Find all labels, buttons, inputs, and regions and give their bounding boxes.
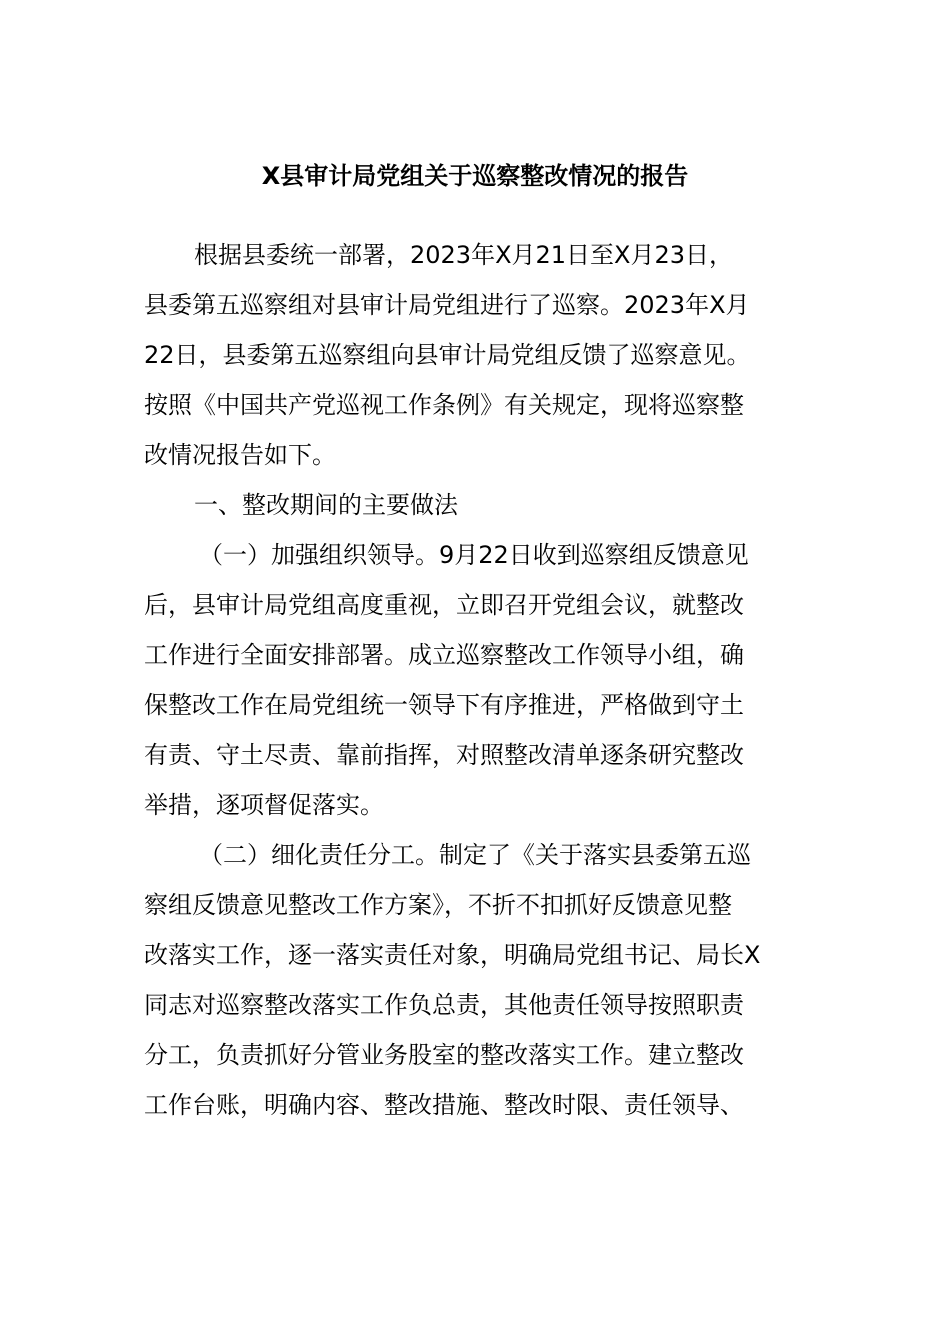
paragraph-line: 改落实工作，逐一落实责任对象，明确局党组书记、局长X — [144, 941, 761, 969]
paragraph-line: 22日，县委第五巡察组向县审计局党组反馈了巡察意见。 — [144, 341, 751, 369]
paragraph-line: 工作进行全面安排部署。成立巡察整改工作领导小组，确 — [144, 641, 744, 669]
paragraph-line: 后，县审计局党组高度重视，立即召开党组会议，就整改 — [144, 591, 744, 619]
subsection-line: （一）加强组织领导。9月22日收到巡察组反馈意见 — [199, 541, 749, 569]
paragraph-line: 察组反馈意见整改工作方案》，不折不扣抓好反馈意见整 — [144, 891, 732, 919]
paragraph-line: 举措，逐项督促落实。 — [144, 791, 384, 819]
section-heading: 一、整改期间的主要做法 — [194, 491, 458, 519]
subsection-line: （二）细化责任分工。制定了《关于落实县委第五巡 — [199, 841, 751, 869]
paragraph-line: 县委第五巡察组对县审计局党组进行了巡察。2023年X月 — [144, 291, 750, 319]
paragraph-line: 按照《中国共产党巡视工作条例》有关规定，现将巡察整 — [144, 391, 744, 419]
document-title: X县审计局党组关于巡察整改情况的报告 — [261, 162, 689, 190]
paragraph-line: 根据县委统一部署，2023年X月21日至X月23日， — [194, 241, 734, 269]
paragraph-line: 分工，负责抓好分管业务股室的整改落实工作。建立整改 — [144, 1041, 744, 1069]
paragraph-line: 同志对巡察整改落实工作负总责，其他责任领导按照职责 — [144, 991, 744, 1019]
paragraph-line: 工作台账，明确内容、整改措施、整改时限、责任领导、 — [144, 1091, 744, 1119]
paragraph-line: 保整改工作在局党组统一领导下有序推进，严格做到守土 — [144, 691, 744, 719]
document-body — [144, 230, 814, 1130]
paragraph-line: 改情况报告如下。 — [144, 441, 336, 469]
paragraph-line: 有责、守土尽责、靠前指挥，对照整改清单逐条研究整改 — [144, 741, 744, 769]
